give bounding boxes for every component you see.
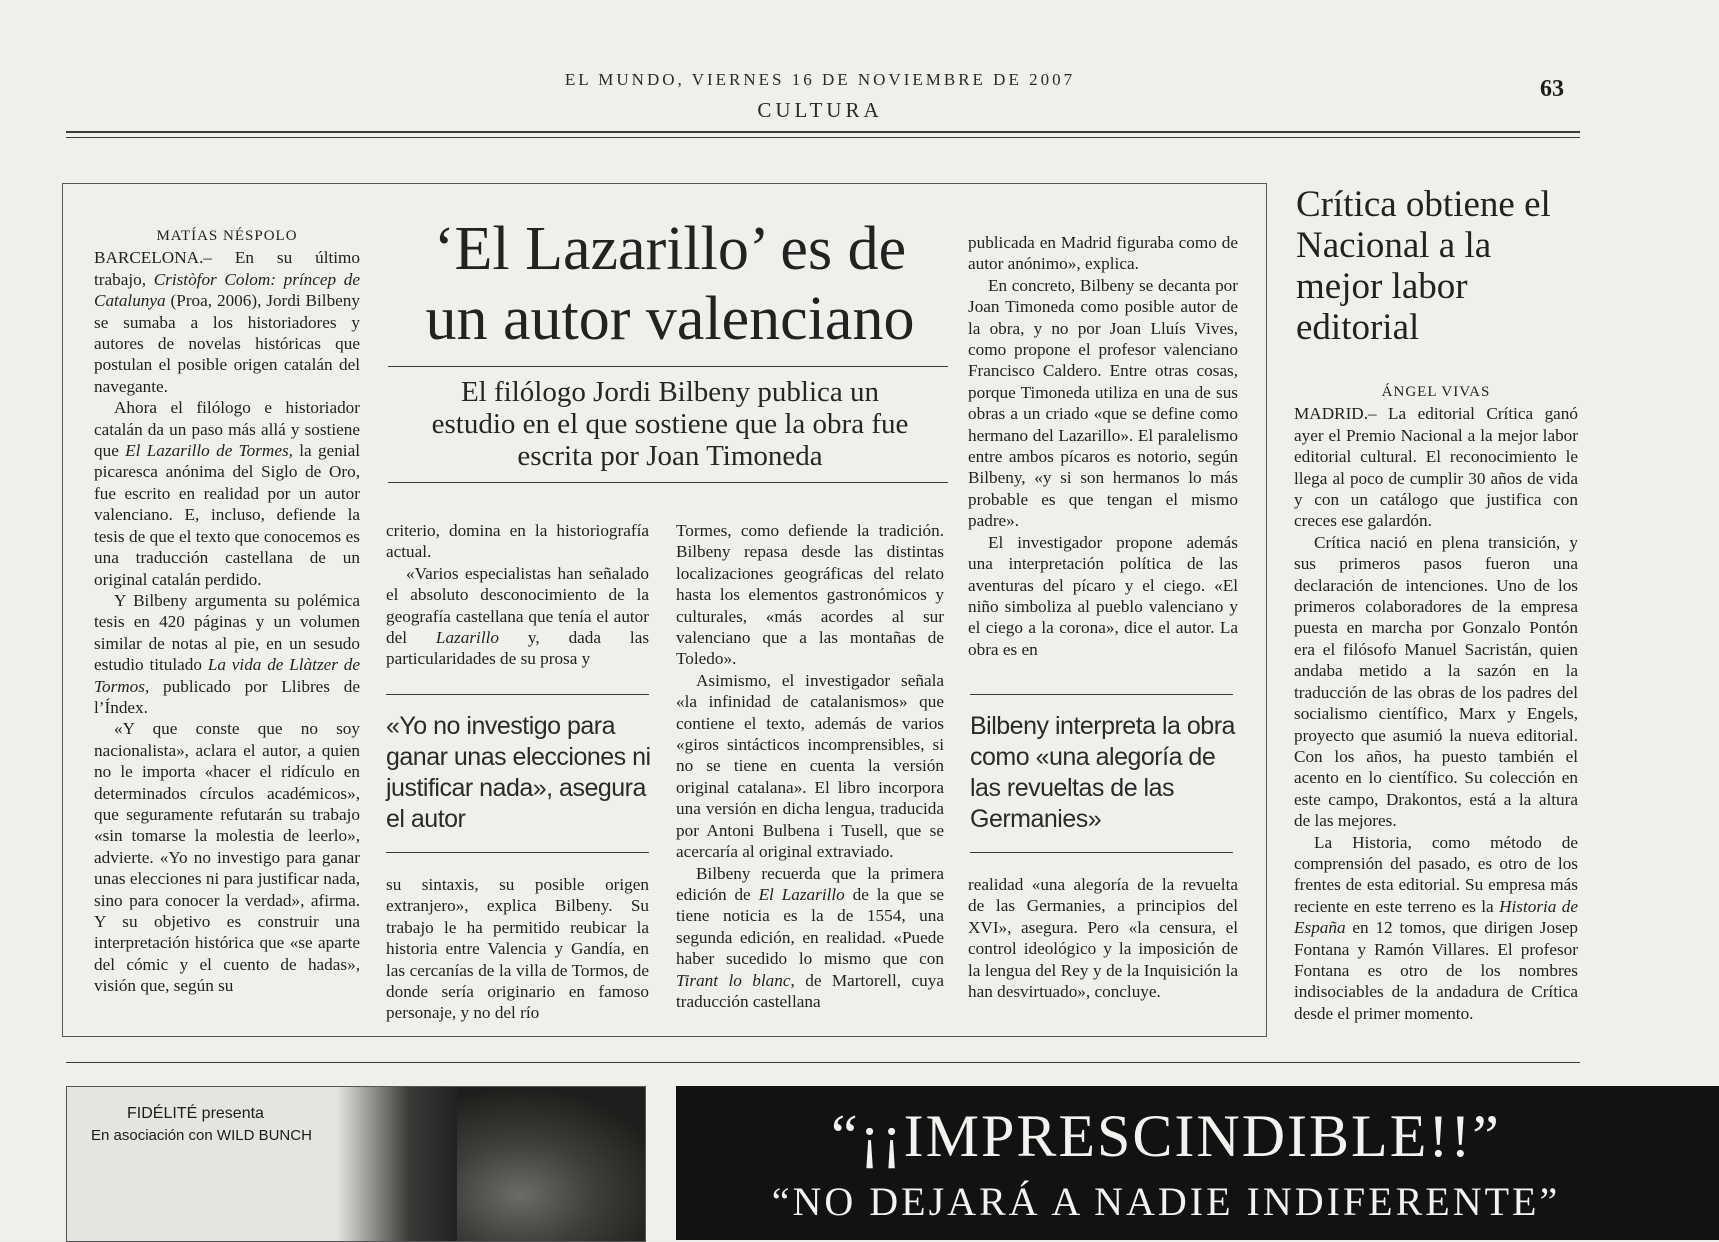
paragraph: Y Bilbeny argumenta su polémica tesis en 420 páginas y un volumen similar de notas al pie, en un sesudo estudio titulado La vida de Llàtzer de Tormos, publicado por Llibres de l’Índex. [94,590,360,717]
paragraph: MADRID.– La editorial Crítica ganó ayer el Premio Nacional a la mejor labor editorial cultural. El reconocimiento le llega al poco de cumplir 30 años de vida y con un catálogo que justifica con creces ese galardón. [1294,404,1578,531]
section-title: CULTURA [757,98,883,122]
paragraph: realidad «una alegoría de la revuelta de las Germanies, a principios del XVI», asegura. Pero «la censura, el control ideológico y la imposición de la lengua del Rey y de la Inquisición la han desvirtuado», concluye. [968,875,1238,1002]
article-column-2-bottom [386,874,649,1024]
ad-presenter: FIDÉLITÉ presenta [127,1105,264,1122]
paragraph: Asimismo, el investigador señala «la infinidad de catalanismos» que contiene el texto, además de varios «giros sintácticos incomprensibles, si no se tiene en cuenta la versión original catalana». El libro incorpora una versión en dicha lengua, traducida por Antoni Bulbena i Tusell, que se acercaría al original extraviado. [676,670,944,862]
article-column-4-bottom [968,874,1238,1002]
masthead-date: EL MUNDO, VIERNES 16 DE NOVIEMBRE DE 2007 [564,70,1076,89]
ad-quote-1: “¡¡IMPRESCINDIBLE!!” [831,1103,1501,1169]
article-column-2-top [386,520,649,670]
pullquote-2-rule-top [970,694,1233,695]
top-rule-thin [66,137,1580,138]
ad-separator-rule [66,1062,1580,1063]
paragraph: «Varios especialistas han señalado el absoluto desconocimiento de la geografía castellana que tenía el autor del Lazarillo y, dada las particularidades de su prosa y [386,563,650,669]
headline-rule [388,366,948,367]
subhead-rule [388,482,948,483]
paragraph: criterio, domina en la historiografía actual. [386,521,649,562]
top-rule [66,131,1580,133]
actor-photo-hair [337,1087,457,1241]
pullquote-2: Bilbeny interpreta la obra como «una alegoría de las revueltas de las Germanies» [970,712,1235,833]
film-ad-left [66,1086,646,1242]
paragraph: En concreto, Bilbeny se decanta por Joan Timoneda como posible autor de la obra, y no por Joan Lluís Vives, como propone el profesor valenciano Francisco Caldero. Entre otras cosas, porque Timoneda utiliza en una de sus obras a un criado «que se define como hermano del Lazarillo». El paralelismo entre ambos pícaros es notorio, según Bilbeny, «y si son hermanos lo más probable es que tengan el mismo padre». [968,275,1238,531]
pullquote-1: «Yo no investigo para ganar unas elecciones ni justificar nada», asegura el autor [386,712,651,833]
article-column-1 [94,226,360,997]
pullquote-1-rule-bottom [386,852,649,853]
paragraph: su sintaxis, su posible origen extranjero», explica Bilbeny. Su trabajo le ha permitido reubicar la historia entre Valencia y Gandía, en las cercanías de la villa de Tormos, de donde sería originario en famoso personaje, y no del río [386,875,649,1023]
paragraph: Bilbeny recuerda que la primera edición de El Lazarillo de la que se tiene noticia es la de 1554, una segunda edición, en realidad. «Puede haber sucedido lo mismo que con Tirant lo blanc, de Martorell, cuya traducción castellana [676,863,945,1011]
pullquote-1-rule-top [386,694,649,695]
paragraph: BARCELONA.– En su último trabajo, Cristòfor Colom: príncep de Catalunya (Proa, 2006), Jordi Bilbeny se sumaba a los historiadores y autores de novelas históricas que postulan el posible origen catalán del navegante. [94,248,360,396]
film-ad-right [676,1086,1719,1240]
paragraph: Crítica nació en plena transición, y sus primeros pasos fueron una declaración de intenciones. Uno de los primeros colaboradores de la empresa puesta en marcha por Gonzalo Pontón era el filósofo Manuel Sacristán, quien andaba metido a la sazón en la traducción de las obras de los padres del socialismo científico, Marx y Engels, proyecto que asumió la nueva editorial. Con los años, ha puesto también el acento en lo científico. Su colección en este campo, Drakontos, está a la altura de las mejores. [1294,532,1578,831]
headline-line-1: ‘El Lazarillo’ es de [433,215,907,283]
ad-quote-2: “NO DEJARÁ A NADIE INDIFERENTE” [771,1179,1561,1224]
article-column-3 [676,520,944,1012]
paragraph: El investigador propone además una interpretación política de las aventuras del pícaro y el ciego. «El niño simboliza al pueblo valenciano y el ciego a la corona», dice el autor. La obra es en [968,532,1238,659]
paragraph: Tormes, como defiende la tradición. Bilbeny repasa desde las distintas localizaciones geográficas del relato hasta los elementos gastronómicos y culturales, «más acordes al sur valenciano que a las montañas de Toledo». [676,521,944,669]
side-article-column [1294,382,1578,1024]
side-article-text [1294,403,1578,1024]
side-byline: ÁNGEL VIVAS [1381,384,1491,400]
paragraph: Ahora el filólogo e historiador catalán da un paso más allá y sostiene que El Lazarillo de Tormes, la genial picaresca anónima del Siglo de Oro, fue escrito en realidad por un autor valenciano. E, incluso, defiende la tesis de que el texto que conocemos es una traducción castellana de un original catalán perdido. [94,398,360,589]
paragraph: publicada en Madrid figuraba como de autor anónimo», explica. [968,233,1238,274]
article-column-4-top [968,232,1238,660]
headline-line-2: un autor valenciano [425,285,915,353]
paragraph: «Y que conste que no soy nacionalista», aclara el autor, a quien no le importa «hacer el ridículo en determinados círculos académicos», que seguramente refutarán su trabajo «sin tomarse la molestia de leerlo», advierte. «Yo no investigo para ganar unas elecciones ni para justificar nada, sino para conocer la verdad», afirma. Y su objetivo es construir una interpretación histórica que «se aparte del cómic y el cuento de hadas», visión que, según su [94,719,360,996]
subheadline: El filólogo Jordi Bilbeny publica un estudio en el que sostiene que la obra fue escrita por Joan Timoneda [431,376,909,472]
byline: MATÍAS NÉSPOLO [156,228,298,244]
page-number: 63 [1540,76,1564,102]
ad-association: En asociación con WILD BUNCH [91,1127,312,1144]
pullquote-2-rule-bottom [970,852,1233,853]
paragraph: La Historia, como método de comprensión del pasado, es otro de los frentes de esta editorial. Su empresa más reciente en este terreno es la Historia de España en 12 tomos, que dirigen Josep Fontana y Ramón Villares. El profesor Fontana es otro de los nombres indisociables de la andadura de Crítica desde el primer momento. [1294,832,1578,1023]
side-headline: Crítica obtiene el Nacional a la mejor labor editorial [1296,184,1551,348]
column-1-text [94,247,360,996]
